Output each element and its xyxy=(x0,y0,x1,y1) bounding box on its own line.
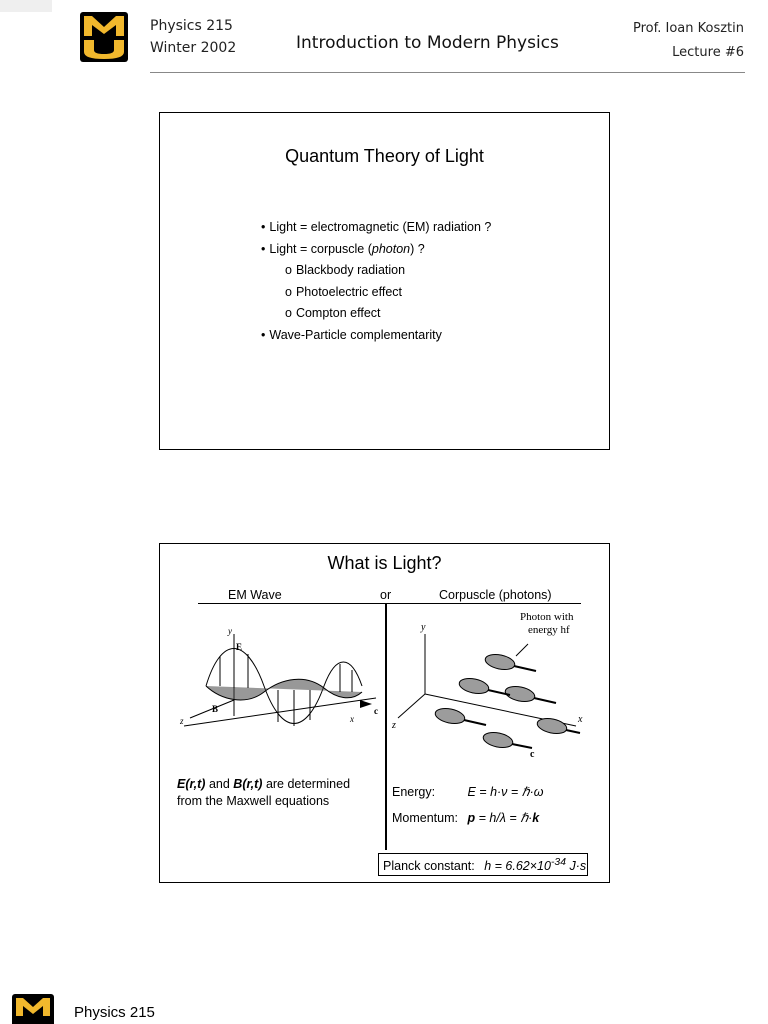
sub-bullet-item: o Blackbody radiation xyxy=(261,260,491,282)
maxwell-note: E(r,t) and B(r,t) are determined from the Maxwell equations xyxy=(177,777,351,808)
course-info xyxy=(150,15,236,59)
slide-title: Quantum Theory of Light xyxy=(285,146,484,166)
photon-caption-line1: Photon with xyxy=(520,611,574,623)
photon-y-label: y xyxy=(421,622,426,633)
course-term: Winter 2002 xyxy=(150,40,237,56)
footer-mu-logo xyxy=(12,994,54,1024)
momentum-row xyxy=(392,810,539,825)
caption-pointer xyxy=(516,644,528,656)
sub-bullet-icon: o xyxy=(285,284,292,299)
corner-mark xyxy=(0,0,52,12)
course-name: Physics 215 xyxy=(150,18,233,34)
z-axis-line xyxy=(398,694,425,718)
wave-b-label: B xyxy=(212,704,219,714)
em-wave-diagram xyxy=(176,626,384,736)
bullet-item: • Wave-Particle complementarity xyxy=(261,325,491,347)
sub-bullet-item: o Photoelectric effect xyxy=(261,282,491,304)
wave-z-label: z xyxy=(180,716,184,726)
photon-icon xyxy=(458,676,490,696)
planck-label: Planck constant: xyxy=(383,859,475,874)
photon-caption-line2: energy hf xyxy=(528,624,570,636)
wave-c-label: c xyxy=(374,706,378,716)
sub-bullet-icon: o xyxy=(285,306,292,320)
corpuscle-heading: Corpuscle (photons) xyxy=(439,588,552,602)
heading-rule xyxy=(198,603,581,604)
photon-icon xyxy=(536,716,568,736)
bullet-dot-icon: • xyxy=(261,241,266,256)
photon-icon xyxy=(482,730,514,750)
wave-x-label: x xyxy=(350,714,354,724)
instructor-name: Prof. Ioan Kosztin xyxy=(632,21,744,36)
document-title: Introduction to Modern Physics xyxy=(296,33,559,53)
energy-equation: E = h·ν = ℏ·ω xyxy=(467,785,544,799)
bullet-item: • Light = electromagnetic (EM) radiation ? xyxy=(261,217,491,239)
header-rule xyxy=(150,72,745,73)
wave-e-label: E xyxy=(236,642,243,652)
sub-bullet-icon: o xyxy=(285,263,292,277)
photon-icon xyxy=(434,706,466,726)
photon-c-label: c xyxy=(530,749,535,758)
bullet-item: • Light = corpuscle (photon) ? xyxy=(261,239,491,261)
em-wave-heading: EM Wave xyxy=(228,588,282,602)
planck-equation: $h = 6.62\times 10^{-34}$ J·s xyxy=(484,857,587,874)
energy-label: Energy: xyxy=(392,785,436,799)
photon-x-label: x xyxy=(578,714,583,725)
planck-constant-box xyxy=(378,853,588,876)
b-field-wave xyxy=(206,679,362,700)
photon-icon xyxy=(484,652,516,672)
slide-what-is-light xyxy=(159,543,610,883)
energy-row xyxy=(392,784,544,799)
slide-title: What is Light? xyxy=(327,553,442,573)
footer-course: Physics 215 xyxy=(74,1004,155,1021)
photon-z-label: z xyxy=(392,720,396,731)
lecture-number: Lecture #6 xyxy=(672,45,744,60)
bullet-list xyxy=(261,217,491,346)
photon-diagram xyxy=(390,608,590,758)
momentum-label: Momentum: xyxy=(392,811,458,825)
bullet-dot-icon: • xyxy=(261,220,266,234)
column-divider xyxy=(385,604,387,850)
e-field-symbol: E(r,t) xyxy=(177,777,206,791)
mu-logo xyxy=(80,12,128,62)
b-field-symbol: B(r,t) xyxy=(233,777,263,791)
c-arrow-icon xyxy=(360,700,372,708)
lecture-info xyxy=(633,17,744,65)
wave-y-label: y xyxy=(228,626,232,636)
sub-bullet-item: o Compton effect xyxy=(261,303,491,325)
bullet-dot-icon: • xyxy=(261,327,266,342)
momentum-equation: p = h/λ = ℏ·k xyxy=(467,811,540,825)
slide-quantum-theory xyxy=(159,112,610,450)
or-heading: or xyxy=(380,588,392,602)
